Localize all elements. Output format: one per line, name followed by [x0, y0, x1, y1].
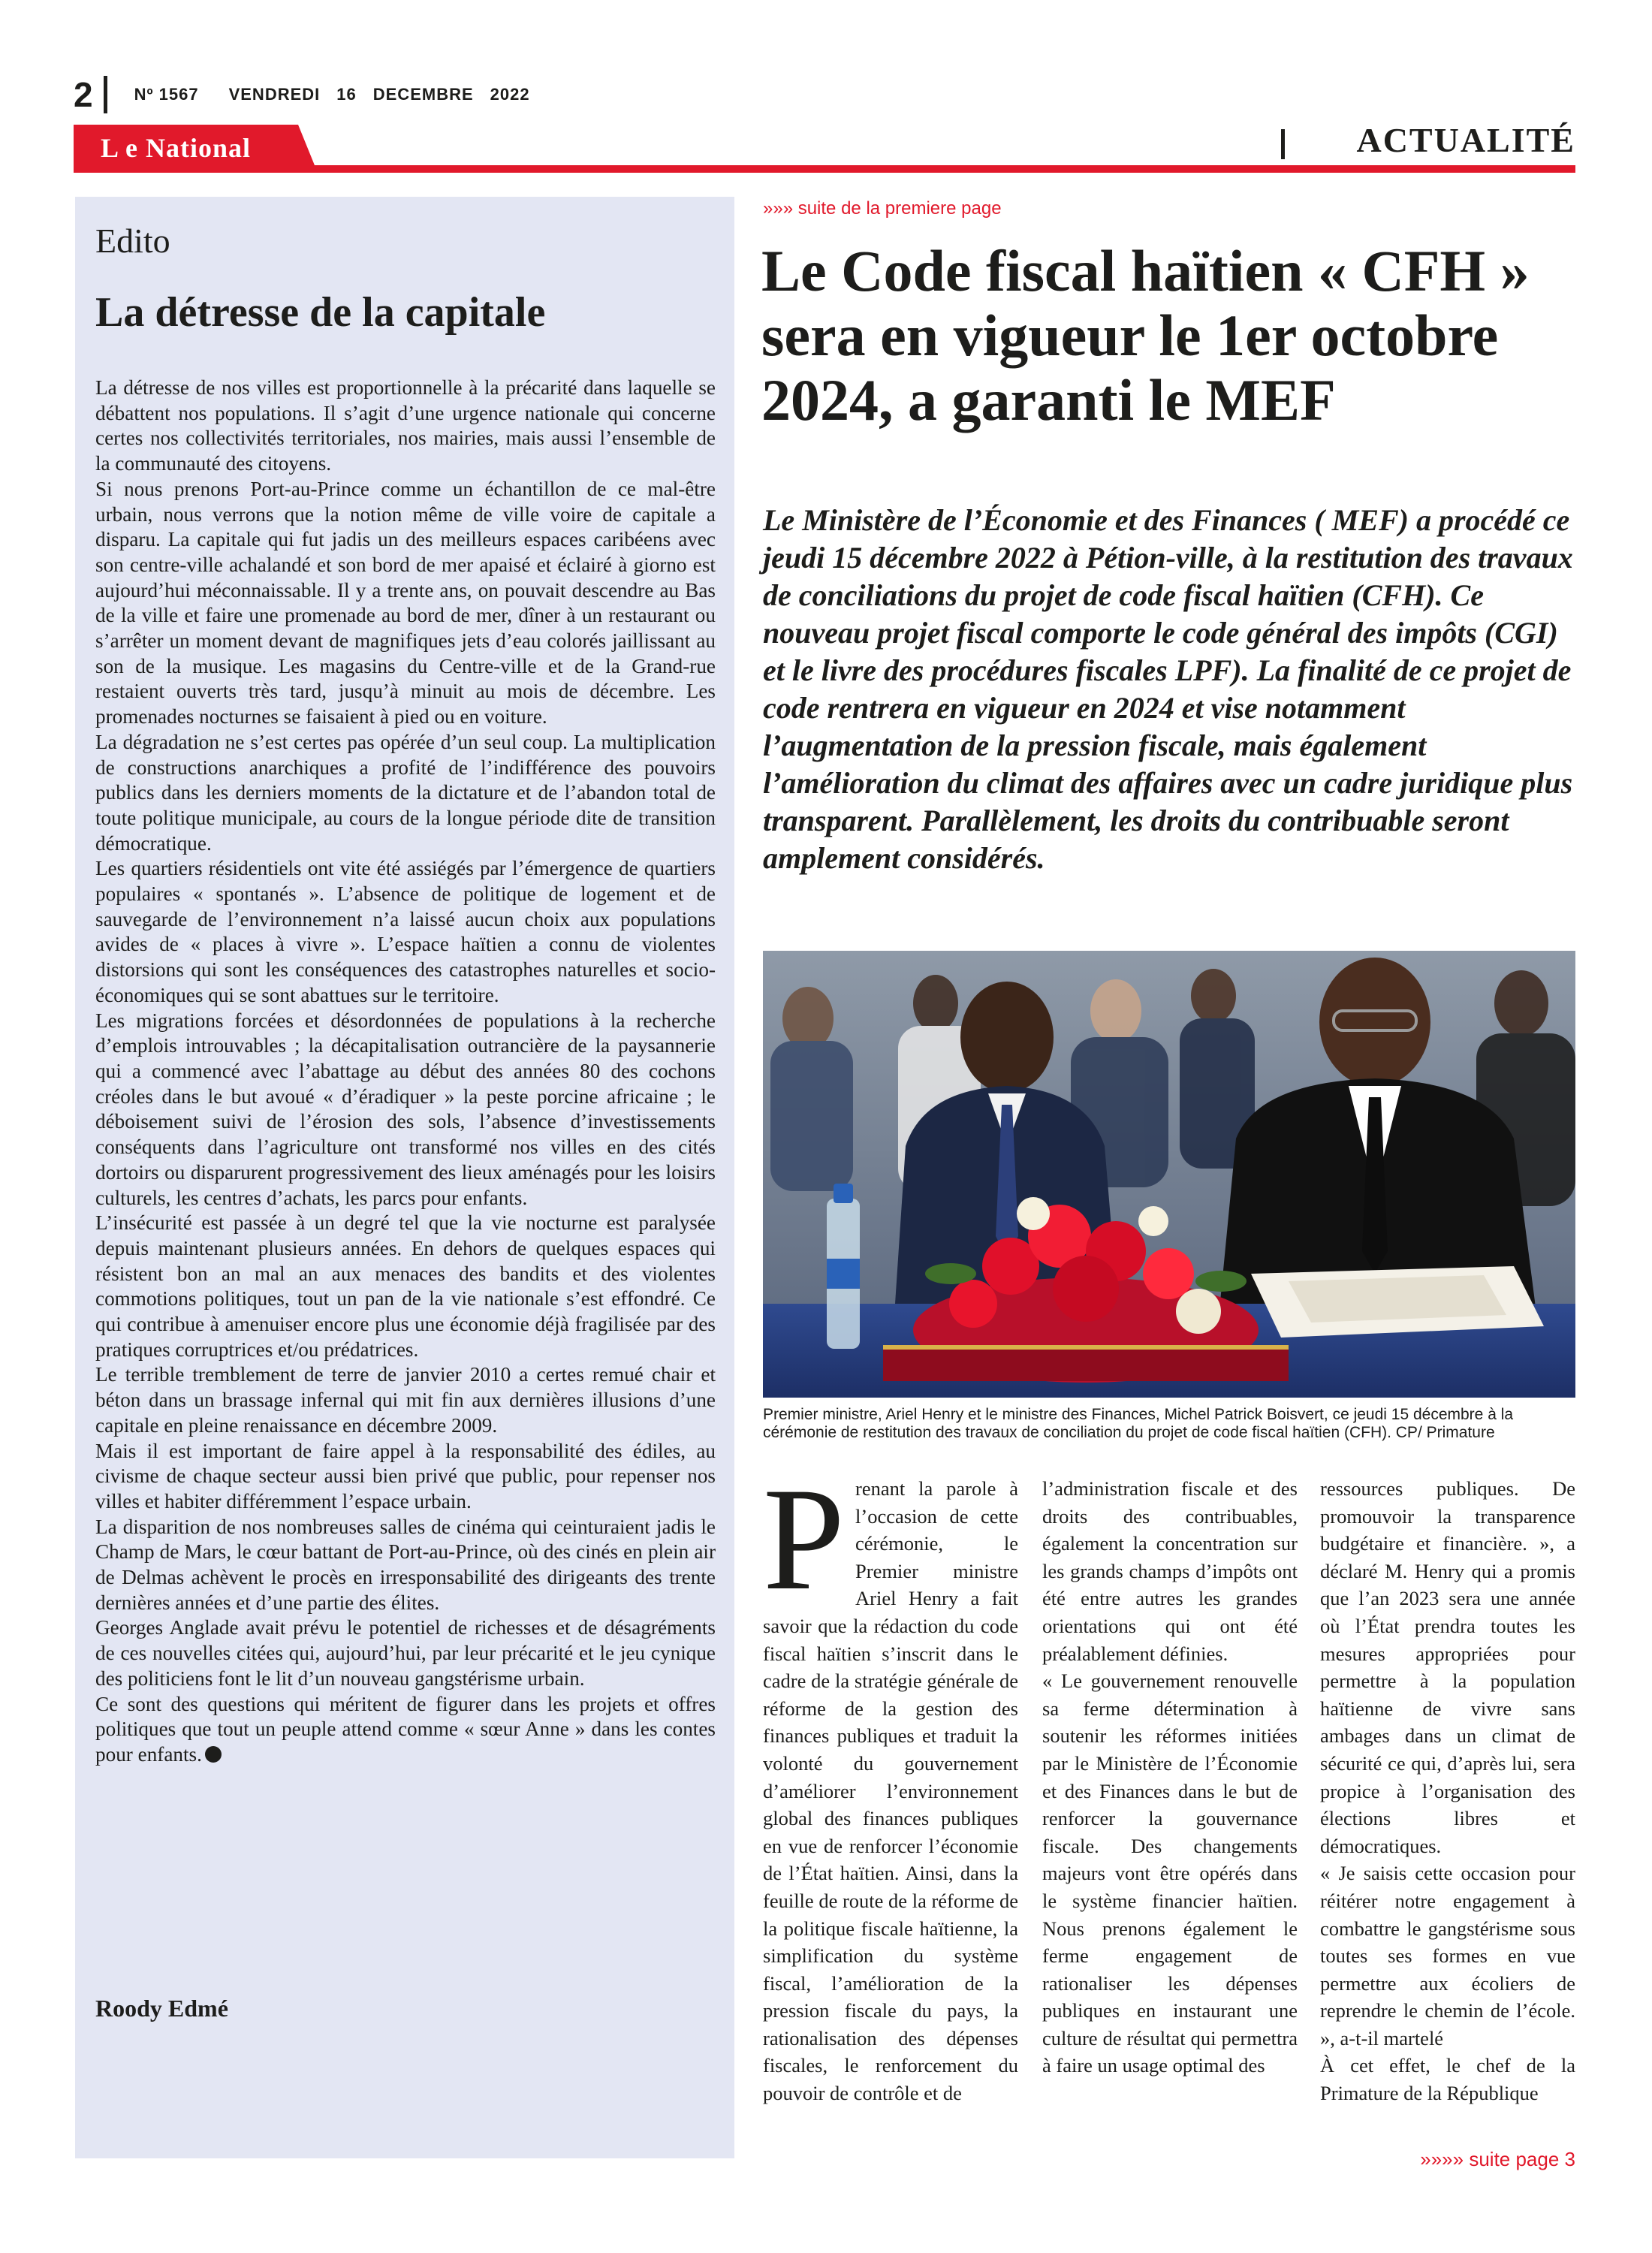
section-title: ACTUALITÉ [1356, 121, 1575, 159]
article-headline: Le Code fiscal haïtien « CFH » sera en vigueur le 1er octobre 2024, a garanti le MEF [761, 238, 1530, 433]
article-paragraph: l’administration fiscale et des droits des contribuables, également la concentration sur les grands champs d’impôts ont été entre autres les grandes orientations qui ont été préalablement définies. [1042, 1477, 1298, 1665]
continued-from-link[interactable]: »»» suite de la premiere page [763, 198, 1002, 219]
edito-paragraph: La détresse de nos villes est proportionnelle à la précarité dans laquelle se débattent nos populations. Il s’agit d’une urgence nationale qui concerne certes nos collectivités territoriales, nos mairies, mais aussi l’ensemble de la communauté des citoyens. [95, 376, 716, 475]
article-paragraph: « Le gouvernement renouvelle sa ferme détermination à soutenir les réformes initiées par le Ministère de l’Économie et des Finances dans le but de renforcer la gouvernance fiscale. Des changements majeurs vont être opérés dans le système financier haïtien. Nous prenons également le ferme engagement de rationaliser les dépenses publiques en instaurant une culture de résultat qui permettra à faire un usage optimal des [1042, 1669, 1298, 2077]
section-divider [1281, 129, 1285, 159]
edito-paragraph: La disparition de nos nombreuses salles de cinéma qui ceinturaient jadis le Champ de Mars, le cœur battant de Port-au-Prince, où des cinés en plein air de Delmas achèvent le procès en irresponsabilité des dirigeants des trente dernières années et d’une partie des élites. [95, 1515, 716, 1614]
issue-day: VENDREDI [228, 85, 321, 104]
page-header [74, 72, 560, 117]
edito-paragraph: La dégradation ne s’est certes pas opérée d’un seul coup. La multiplication de constructions anarchiques a profité de l’indifférence des pouvoirs publics dans les derniers moments de la dictature et de l’abandon total de toute politique municipale, au cours de la longue période dite de transition démocratique. [95, 730, 716, 855]
issue-number: Nº 1567 [134, 85, 199, 104]
article-paragraph [763, 1458, 1018, 2107]
edito-paragraph: Le terrible tremblement de terre de janvier 2010 a certes remué chair et béton dans un brassage infernal qui mit fin aux dernières illusions d’une capitale en pleine renaissance en décembre 2009. [95, 1363, 716, 1437]
article-paragraph-text: renant la parole à l’occasion de cette cérémonie, le Premier ministre Ariel Henry a fait savoir que la rédaction du code fiscal haïtien s’inscrit dans le cadre de la stratégie générale de réforme de la gestion des finances publiques et traduit la volonté du gouvernement d’améliorer l’environnement global des finances publiques en vue de renforcer l’économie de l’État haïtien. Ainsi, dans la feuille de route de la réforme de la politique fiscale haïtienne, la simplification du système fiscal, l’amélioration de la pression fiscale du pays, la rationalisation des dépenses fiscales, le renforcement du pouvoir de contrôle et de [763, 1477, 1018, 2105]
end-of-article-icon [205, 1746, 222, 1763]
article-column-3 [1320, 1475, 1575, 2107]
edito-paragraph: Mais il est important de faire appel à la responsabilité des édiles, au civisme de chaque secteur aussi bien privé que public, pour repenser nos villes et habiter différemment l’espace urbain. [95, 1439, 716, 1513]
article-paragraph: À cet effet, le chef de la Primature de la République [1320, 2054, 1575, 2105]
article-paragraph: ressources publiques. De promouvoir la transparence budgétaire et financière. », a déclaré M. Henry qui a promis que l’an 2023 sera une année où l’État prendra toutes les mesures appropriées pour permettre à la population haïtienne de vivre sans ambages dans un climat de sécurité ce qui, d’après lui, sera propice à l’organisation des élections libres et démocratiques. [1320, 1477, 1575, 1857]
article-paragraph: « Je saisis cette occasion pour réitérer notre engagement à combattre le gangstérisme sous toutes ses formes en vue permettre aux écoliers de reprendre le chemin de l’école. », a-t-il martelé [1320, 1862, 1575, 2049]
edito-paragraph-text: Ce sont des questions qui méritent de figurer dans les projets et offres politiques que tout un peuple attend comme « sœur Anne » dans les contes pour enfants. [95, 1692, 716, 1766]
edito-paragraph: L’insécurité est passée à un degré tel que la vie nocturne est paralysée depuis maintenant plusieurs années. En dehors de quelques espaces qui résistent bon an mal an aux menaces des bandits et des violentes commotions politiques, tout un pan de la vie nationale s’est effondré. Ce qui contribue à amenuiser encore plus une économie déjà fragilisée par des pratiques corruptrices et/ou prédatrices. [95, 1211, 716, 1361]
photo-illustration [763, 951, 1575, 1398]
edito-paragraph: Les quartiers résidentiels ont vite été assiégés par l’émergence de quartiers populaires « spontanés ». L’absence de politique de logement et de sauvegarde de l’environnement n’a laissé aucun choix aux populations avides de « places à vivre ». L’espace haïtien a connu de violentes distorsions qui sont les conséquences des catastrophes naturelles et socio-économiques qui se sont abattues sur le territoire. [95, 857, 716, 1006]
article-column-1 [763, 1458, 1018, 2107]
drop-cap: P [763, 1458, 846, 1621]
edito-paragraph: Les migrations forcées et désordonnées de populations à la recherche d’emplois introuvables ; la décapitalisation outrancière de la paysannerie qui a commencé avec l’abattage au début des années 80 des cochons créoles dans le but avoué « d’éradiquer » la peste porcine africaine ; le déboisement suivi de l’érosion des sols, l’absence d’investissements conséquents dans l’agriculture ont transformé nos villes en des cités dortoirs ou disparurent progressivement des lieux aménagés pour les loisirs culturels, les centres d’achats, les parcs pour enfants. [95, 1009, 716, 1209]
article-column-2 [1042, 1475, 1298, 2080]
edito-title: La détresse de la capitale [95, 289, 546, 336]
issue-year: 2022 [490, 85, 530, 104]
edito-body [95, 376, 716, 1768]
edito-paragraph: Georges Anglade avait prévu le potentiel de richesses et de désagréments de ces nouvelles citées qui, aujourd’hui, par leur précarité et le jeu cynique des politiciens font le lit d’un nouveau gangstérisme urbain. [95, 1616, 716, 1690]
continued-on-link[interactable]: »»»» suite page 3 [1420, 2148, 1575, 2170]
issue-month: DECEMBRE [372, 85, 474, 104]
page-number-divider [104, 76, 107, 113]
article-photo [763, 951, 1575, 1398]
edito-kicker: Edito [95, 222, 170, 260]
edito-author: Roody Edmé [95, 1995, 228, 2022]
photo-caption: Premier ministre, Ariel Henry et le ministre des Finances, Michel Patrick Boisvert, ce jeudi 15 décembre à la cérémonie de restitution des travaux de conciliation du projet de code fiscal haïtien (CFH). CP/ Primature [763, 1406, 1514, 1441]
edito-last-paragraph [95, 1692, 716, 1768]
page-number: 2 [74, 75, 93, 114]
brand-name: L e National [101, 133, 252, 163]
issue-date-day: 16 [336, 85, 357, 104]
edito-paragraph: Si nous prenons Port-au-Prince comme un échantillon de ce mal-être urbain, nous verrons que la notion même de ville voire de capitale a disparu. La capitale qui fut jadis un des meilleurs espaces caribéens avec son centre-ville achalandé et son bord de mer apaisé et éclairé à giorno est aujourd’hui méconnaissable. Il y a trente ans, on pouvait descendre au Bas de la ville et faire une promenade au bord de mer, dîner à un restaurant ou s’arrêter un moment devant de magnifiques jets d’eau colorés jaillissant au son de la musique. Les magasins du Centre-ville et de la Grand-rue restaient ouverts très tard, jusqu’à minuit au mois de décembre. Les promenades nocturnes se faisaient à pied ou en voiture. [95, 477, 716, 728]
article-lead: Le Ministère de l’Économie et des Finances ( MEF) a procédé ce jeudi 15 décembre 2022 à Pétion-ville, à la restitution des travaux de conciliations du projet de code fiscal haïtien (CFH). Ce nouveau projet fiscal comporte le code général des impôts (CGI) et le livre des procédures fiscales LPF). La finalité de ce projet de code rentrera en vigueur en 2024 et vise notamment l’augmentation de la pression fiscale, mais également l’amélioration du climat des affaires avec un cadre juridique plus transparent. Parallèlement, les droits du contribuable seront amplement considérés. [763, 503, 1573, 875]
